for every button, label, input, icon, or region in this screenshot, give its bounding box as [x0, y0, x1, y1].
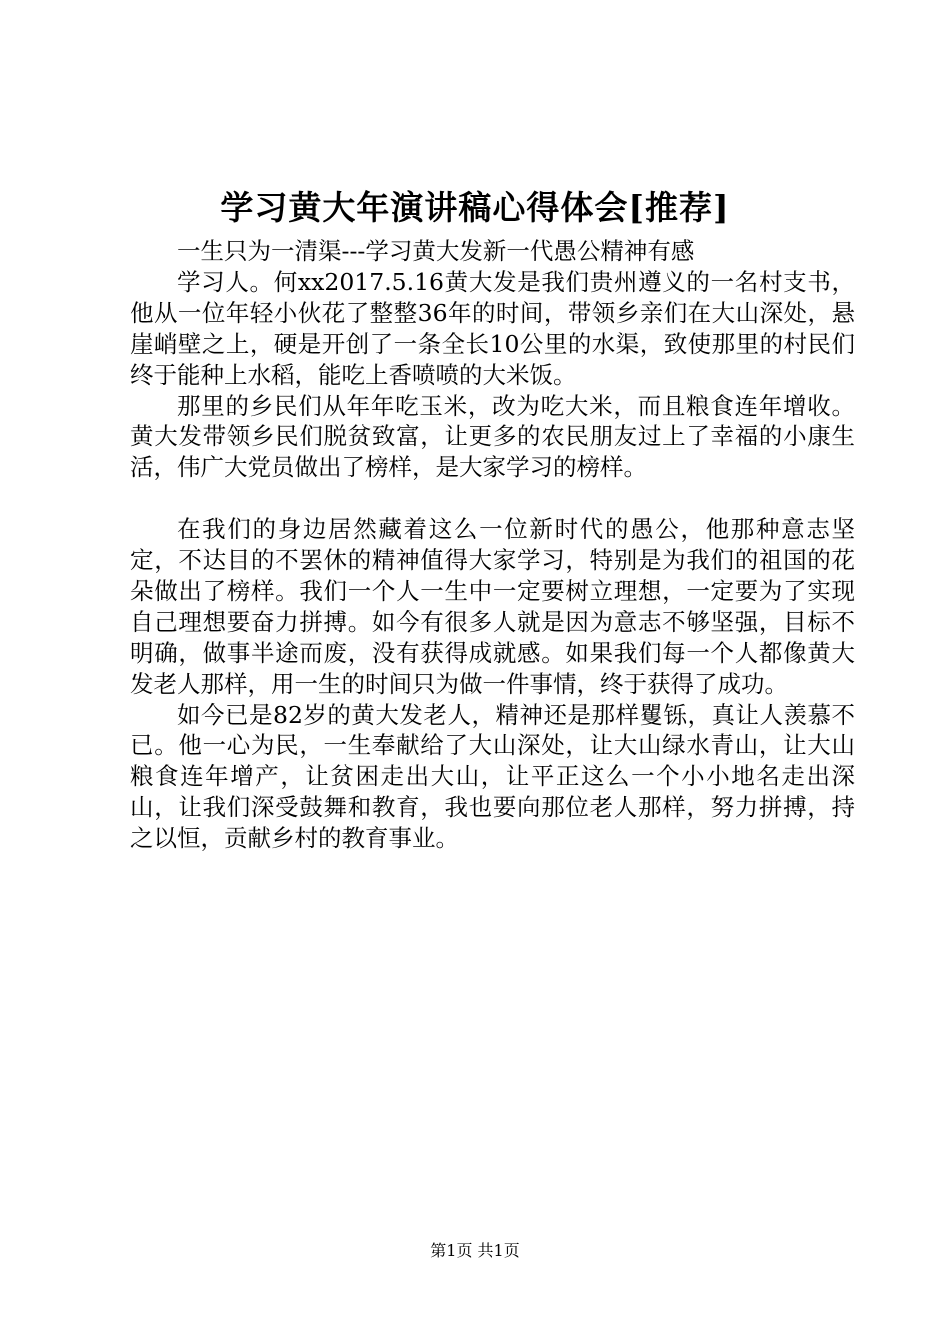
document-subtitle: 一生只为一清渠---学习黄大发新一代愚公精神有感 — [177, 237, 695, 265]
paragraph: 那里的乡民们从年年吃玉米，改为吃大米，而且粮食连年增收。黄大发带领乡民们脱贫致富，让更多的农民朋友过上了幸福的小康生活，伟广大党员做出了榜样，是大家学习的榜样。 — [130, 391, 855, 482]
document-title: 学习黄大年演讲稿心得体会[推荐] — [220, 188, 730, 227]
document-body — [130, 236, 855, 854]
paragraph: 在我们的身边居然藏着这么一位新时代的愚公，他那种意志坚定，不达目的不罢休的精神值得大家学习，特别是为我们的祖国的花朵做出了榜样。我们一个人一生中一定要树立理想，一定要为了实现自己理想要奋力拼搏。如今有很多人就是因为意志不够坚强，目标不明确，做事半途而废，没有获得成就感。如果我们每一个人都像黄大发老人那样，用一生的时间只为做一件事情，终于获得了成功。 — [130, 515, 855, 698]
page-footer: 第1页 共1页 — [430, 1241, 520, 1260]
paragraph: 学习人。何xx2017.5.16黄大发是我们贵州遵义的一名村支书，他从一位年轻小伙花了整整36年的时间，带领乡亲们在大山深处，悬崖峭壁之上，硬是开创了一条全长10公里的水渠，致使那里的村民们终于能种上水稻，能吃上香喷喷的大米饭。 — [130, 267, 855, 389]
blank-line — [130, 483, 855, 514]
paragraph: 如今已是82岁的黄大发老人，精神还是那样矍铄，真让人羡慕不已。他一心为民，一生奉献给了大山深处，让大山绿水青山，让大山粮食连年增产，让贫困走出大山，让平正这么一个小小地名走出深山，让我们深受鼓舞和教育，我也要向那位老人那样，努力拼搏，持之以恒，贡献乡村的教育事业。 — [130, 700, 855, 853]
